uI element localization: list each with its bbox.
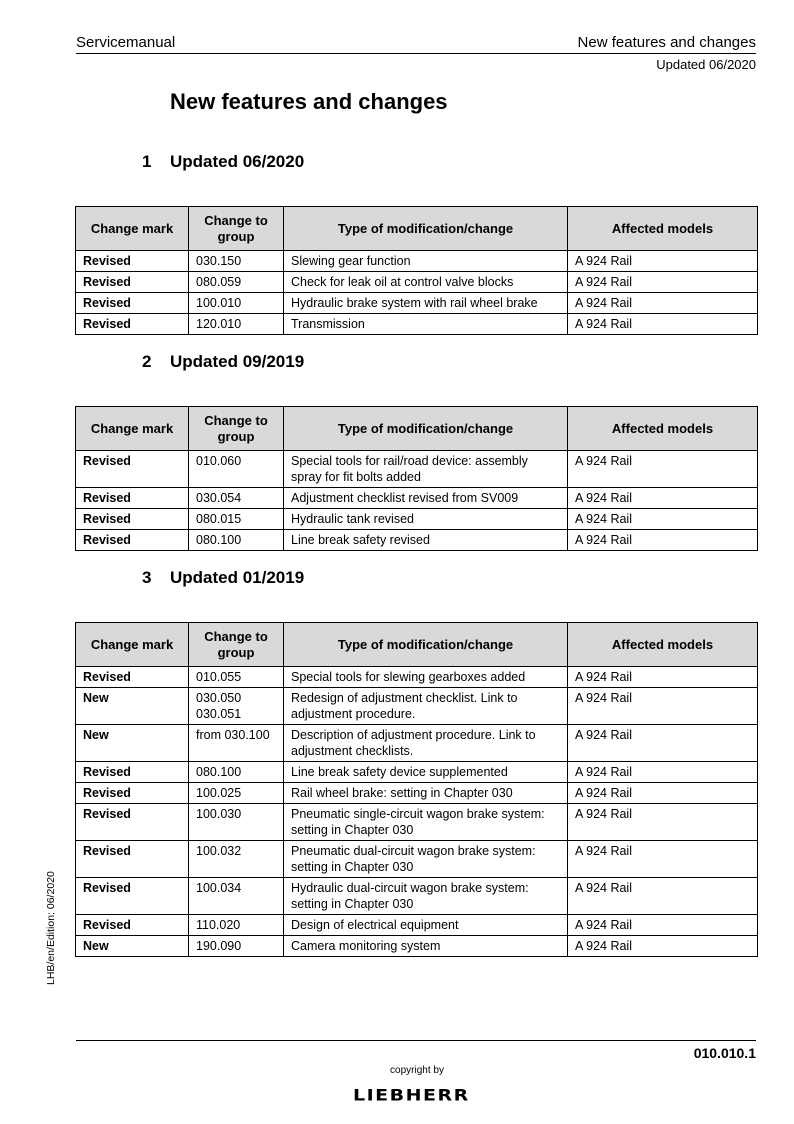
table-row — [76, 451, 758, 488]
affected-model-cell: A 924 Rail — [568, 725, 758, 762]
affected-model-cell: A 924 Rail — [568, 293, 758, 314]
modification-cell: Check for leak oil at control valve blocks — [284, 272, 568, 293]
column-header: Change to group — [189, 207, 284, 251]
modification-cell: Line break safety revised — [284, 530, 568, 551]
column-header: Change mark — [76, 407, 189, 451]
table-row — [76, 251, 758, 272]
modification-cell: Special tools for rail/road device: assembly spray for fit bolts added — [284, 451, 568, 488]
copyright-text: copyright by — [390, 1065, 444, 1076]
section-title-text: Updated 01/2019 — [170, 568, 305, 587]
change-mark-cell: Revised — [76, 915, 189, 936]
section-title-text: Updated 06/2020 — [170, 152, 305, 171]
table-row — [76, 804, 758, 841]
change-group-cell: 030.054 — [189, 488, 284, 509]
section-number: 2 — [142, 352, 152, 371]
column-header: Change mark — [76, 623, 189, 667]
change-mark-cell: Revised — [76, 530, 189, 551]
section-title — [142, 568, 304, 588]
affected-model-cell: A 924 Rail — [568, 272, 758, 293]
modification-cell: Line break safety device supplemented — [284, 762, 568, 783]
change-mark-cell: Revised — [76, 509, 189, 530]
affected-model-cell: A 924 Rail — [568, 915, 758, 936]
column-header: Affected models — [568, 207, 758, 251]
affected-model-cell: A 924 Rail — [568, 488, 758, 509]
table-row — [76, 509, 758, 530]
modification-cell: Redesign of adjustment checklist. Link to adjustment procedure. — [284, 688, 568, 725]
table-row — [76, 762, 758, 783]
header-divider — [76, 53, 756, 54]
modification-cell: Special tools for slewing gearboxes added — [284, 667, 568, 688]
change-mark-cell: Revised — [76, 293, 189, 314]
section-title — [142, 352, 304, 372]
modification-cell: Adjustment checklist revised from SV009 — [284, 488, 568, 509]
column-header: Type of modification/change — [284, 207, 568, 251]
liebherr-logo: LIEBHERR — [353, 1086, 470, 1105]
change-mark-cell: Revised — [76, 783, 189, 804]
affected-model-cell: A 924 Rail — [568, 936, 758, 957]
header-manual-title: Servicemanual — [76, 34, 176, 51]
edition-side-text: LHB/en/Edition: 06/2020 — [45, 871, 57, 985]
modification-cell: Hydraulic tank revised — [284, 509, 568, 530]
changes-table — [75, 406, 758, 551]
modification-cell: Hydraulic brake system with rail wheel brake — [284, 293, 568, 314]
table-row — [76, 878, 758, 915]
change-group-cell: 100.030 — [189, 804, 284, 841]
change-mark-cell: New — [76, 725, 189, 762]
change-group-cell: 100.034 — [189, 878, 284, 915]
page-title: New features and changes — [170, 89, 448, 114]
change-group-cell: 030.050 030.051 — [189, 688, 284, 725]
affected-model-cell: A 924 Rail — [568, 451, 758, 488]
section-number: 3 — [142, 568, 152, 587]
table-row — [76, 783, 758, 804]
table-header-row — [76, 407, 758, 451]
change-group-cell: 100.032 — [189, 841, 284, 878]
header-chapter-title: New features and changes — [577, 34, 756, 51]
table-row — [76, 314, 758, 335]
column-header: Affected models — [568, 407, 758, 451]
change-group-cell: 080.100 — [189, 530, 284, 551]
change-mark-cell: Revised — [76, 272, 189, 293]
column-header: Affected models — [568, 623, 758, 667]
change-mark-cell: Revised — [76, 667, 189, 688]
change-group-cell: 100.025 — [189, 783, 284, 804]
change-mark-cell: Revised — [76, 878, 189, 915]
change-mark-cell: Revised — [76, 804, 189, 841]
section-title-text: Updated 09/2019 — [170, 352, 305, 371]
affected-model-cell: A 924 Rail — [568, 314, 758, 335]
section-title — [142, 152, 304, 172]
change-group-cell: 080.015 — [189, 509, 284, 530]
table-row — [76, 688, 758, 725]
modification-cell: Rail wheel brake: setting in Chapter 030 — [284, 783, 568, 804]
table-row — [76, 725, 758, 762]
affected-model-cell: A 924 Rail — [568, 804, 758, 841]
table-row — [76, 915, 758, 936]
affected-model-cell: A 924 Rail — [568, 667, 758, 688]
affected-model-cell: A 924 Rail — [568, 530, 758, 551]
column-header: Change mark — [76, 207, 189, 251]
table-row — [76, 272, 758, 293]
column-header: Type of modification/change — [284, 407, 568, 451]
table-header-row — [76, 207, 758, 251]
change-mark-cell: Revised — [76, 841, 189, 878]
change-group-cell: 120.010 — [189, 314, 284, 335]
footer-divider — [76, 1040, 756, 1041]
section-number: 1 — [142, 152, 152, 171]
table-row — [76, 936, 758, 957]
affected-model-cell: A 924 Rail — [568, 688, 758, 725]
table-row — [76, 530, 758, 551]
affected-model-cell: A 924 Rail — [568, 841, 758, 878]
affected-model-cell: A 924 Rail — [568, 251, 758, 272]
change-group-cell: 080.059 — [189, 272, 284, 293]
change-group-cell: from 030.100 — [189, 725, 284, 762]
change-group-cell: 030.150 — [189, 251, 284, 272]
table-row — [76, 667, 758, 688]
change-group-cell: 010.060 — [189, 451, 284, 488]
column-header: Type of modification/change — [284, 623, 568, 667]
change-mark-cell: Revised — [76, 314, 189, 335]
affected-model-cell: A 924 Rail — [568, 762, 758, 783]
table-row — [76, 293, 758, 314]
change-mark-cell: New — [76, 936, 189, 957]
change-mark-cell: Revised — [76, 251, 189, 272]
modification-cell: Hydraulic dual-circuit wagon brake system: setting in Chapter 030 — [284, 878, 568, 915]
change-mark-cell: Revised — [76, 451, 189, 488]
modification-cell: Design of electrical equipment — [284, 915, 568, 936]
modification-cell: Pneumatic dual-circuit wagon brake system: setting in Chapter 030 — [284, 841, 568, 878]
affected-model-cell: A 924 Rail — [568, 783, 758, 804]
modification-cell: Transmission — [284, 314, 568, 335]
change-group-cell: 010.055 — [189, 667, 284, 688]
change-mark-cell: Revised — [76, 488, 189, 509]
changes-table — [75, 206, 758, 335]
table-row — [76, 841, 758, 878]
affected-model-cell: A 924 Rail — [568, 509, 758, 530]
change-mark-cell: New — [76, 688, 189, 725]
affected-model-cell: A 924 Rail — [568, 878, 758, 915]
page-number: 010.010.1 — [693, 1045, 756, 1061]
column-header: Change to group — [189, 623, 284, 667]
table-header-row — [76, 623, 758, 667]
table-row — [76, 488, 758, 509]
modification-cell: Camera monitoring system — [284, 936, 568, 957]
change-group-cell: 100.010 — [189, 293, 284, 314]
change-mark-cell: Revised — [76, 762, 189, 783]
column-header: Change to group — [189, 407, 284, 451]
modification-cell: Description of adjustment procedure. Link to adjustment checklists. — [284, 725, 568, 762]
change-group-cell: 110.020 — [189, 915, 284, 936]
modification-cell: Slewing gear function — [284, 251, 568, 272]
change-group-cell: 190.090 — [189, 936, 284, 957]
changes-table — [75, 622, 758, 957]
header-updated-date: Updated 06/2020 — [656, 57, 756, 72]
modification-cell: Pneumatic single-circuit wagon brake system: setting in Chapter 030 — [284, 804, 568, 841]
change-group-cell: 080.100 — [189, 762, 284, 783]
